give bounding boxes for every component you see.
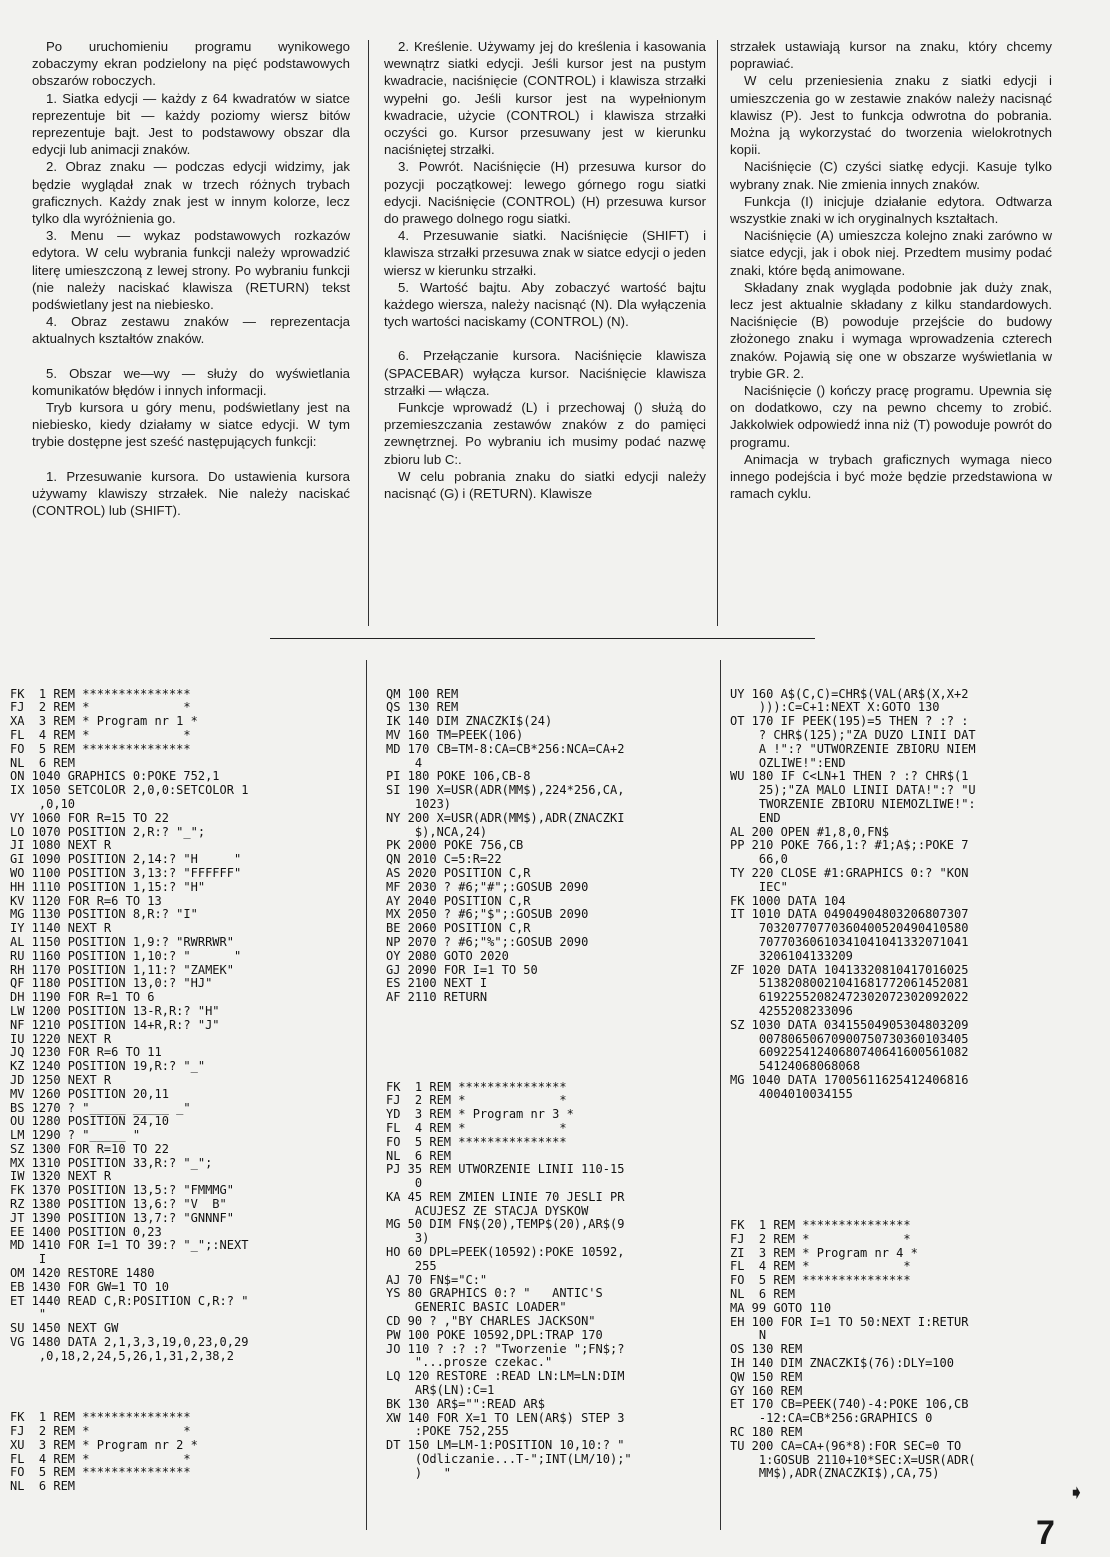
code-line: RU 1160 POSITION 1,10:? " " [10, 948, 242, 963]
code-line: IY 1140 NEXT R [10, 921, 112, 936]
listing-program-1 [10, 688, 248, 1364]
code-line: TWORZENIE ZBIORU NIEMOZLIWE!": [730, 796, 976, 811]
code-line: MX 1310 POSITION 33,R:? "_"; [10, 1155, 213, 1170]
paragraph: 1. Przesuwanie kursora. Do ustawienia kursora używamy klawiszy strzałek. Nie należy naciskać (CONTROL) lub (SHIFT). [32, 468, 350, 519]
code-line: NP 2070 ? #6;"%";:GOSUB 2090 [386, 934, 589, 949]
code-line: 70320770770360400520490410580 [730, 921, 969, 936]
code-line: QS 130 REM [386, 700, 459, 715]
code-line: GENERIC BASIC LOADER" [386, 1300, 567, 1315]
code-line: 3) [386, 1231, 430, 1246]
code-line: HO 60 DPL=PEEK(10592):POKE 10592, [386, 1245, 625, 1260]
paragraph: Funkcja (I) inicjuje działanie edytora. Odtwarza wszystkie znaki w ich oryginalnych kształtach. [730, 193, 1052, 227]
code-column-divider [720, 660, 721, 1530]
code-line: FK 1 REM *************** [730, 1218, 911, 1233]
code-line: NL 6 REM [10, 755, 76, 770]
code-line: "...prosze czekac." [386, 1355, 553, 1370]
code-line: FL 4 REM * * [730, 1259, 911, 1274]
code-line: ZI 3 REM * Program nr 4 * [730, 1245, 918, 1260]
listing-program-2-cont [386, 688, 632, 1005]
code-line: 66,0 [730, 852, 788, 867]
code-line: LO 1070 POSITION 2,R:? "_"; [10, 824, 206, 839]
code-line: 54124068068068 [730, 1059, 861, 1074]
code-line: BE 2060 POSITION C,R [386, 921, 531, 936]
code-line: MV 1260 POSITION 20,11 [10, 1086, 169, 1101]
code-line: OS 130 REM [730, 1342, 803, 1357]
code-line: NY 200 X=USR(ADR(MM$),ADR(ZNACZKI [386, 810, 625, 825]
code-line: 00780650670900750730360103405 [730, 1031, 969, 1046]
code-line: MA 99 GOTO 110 [730, 1300, 832, 1315]
code-line: OU 1280 POSITION 24,10 [10, 1114, 169, 1129]
code-line: 51382080021041681772061452081 [730, 976, 969, 991]
paragraph: 3. Powrót. Naciśnięcie (H) przesuwa kursor do pozycji początkowej: lewego górnego rogu siatki edycji. Naciśnięcie (CONTROL) (H) przesuwa kursor do prawego dolnego rogu siatki. [384, 159, 706, 227]
code-line: BS 1270 ? "_____ _____ _" [10, 1100, 191, 1115]
code-line: $),NCA,24) [386, 824, 488, 839]
code-line: BK 130 AR$="":READ AR$ [386, 1396, 545, 1411]
code-line: 60922541240680740641600561082 [730, 1045, 969, 1060]
code-line: SZ 1030 DATA 03415504905304803209 [730, 1017, 969, 1032]
code-line: 3206104133209 [730, 948, 853, 963]
code-line: -12:CA=CB*256:GRAPHICS 0 [730, 1411, 933, 1426]
code-line: 4004010034155 [730, 1086, 853, 1101]
code-line: SU 1450 NEXT GW [10, 1321, 119, 1336]
paragraph: strzałek ustawiają kursor na znaku, który chcemy poprawiać. [730, 39, 1052, 72]
code-line: (Odliczanie...T-";INT(LM/10);" [386, 1452, 632, 1467]
code-line: END [730, 810, 781, 825]
code-line: AL 200 OPEN #1,8,0,FN$ [730, 824, 889, 839]
code-line: KV 1120 FOR R=6 TO 13 [10, 893, 162, 908]
code-line: PI 180 POKE 106,CB-8 [386, 769, 531, 784]
code-line: EE 1400 POSITION 0,23 [10, 1224, 162, 1239]
code-line: MM$),ADR(ZNACZKI$),CA,75) [730, 1466, 940, 1481]
code-line: CD 90 ? ,"BY CHARLES JACKSON" [386, 1314, 596, 1329]
listing-program-2-start [10, 1411, 248, 1494]
code-line: " [10, 1307, 47, 1322]
listing-program-3-start [386, 1081, 632, 1481]
code-line: FO 5 REM *************** [730, 1273, 911, 1288]
paragraph: Animacja w trybach graficznych wymaga nieco innego podejścia i być może będzie przedstawiona w ramach cyklu. [730, 451, 1052, 502]
code-line: AY 2040 POSITION C,R [386, 893, 531, 908]
paragraph: 1. Siatka edycji — każdy z 64 kwadratów w siatce reprezentuje bit — każdy poziomy wiersz bitów reprezentuje bajt. Jest to podstawowy obszar dla edycji lub animacji znaków. [32, 90, 350, 158]
code-line: RH 1170 POSITION 1,11:? "ZAMEK" [10, 962, 234, 977]
code-line: FL 4 REM * * [10, 1451, 191, 1466]
code-line: 25);"ZA MALO LINII DATA!":? "U [730, 783, 976, 798]
code-line: MD 1410 FOR I=1 TO 39:? "_";:NEXT [10, 1238, 249, 1253]
code-line: OT 170 IF PEEK(195)=5 THEN ? :? : [730, 714, 969, 729]
code-line: :POKE 752,255 [386, 1424, 509, 1439]
code-column-3 [730, 660, 976, 1495]
code-line: MX 2050 ? #6;"$";:GOSUB 2090 [386, 907, 589, 922]
paragraph: W celu pobrania znaku do siatki edycji należy nacisnąć (G) i (RETURN). Klawisze [384, 468, 706, 502]
code-line: ,0,18,2,24,5,26,1,31,2,38,2 [10, 1348, 234, 1363]
column-divider [368, 40, 369, 626]
code-column-1 [10, 660, 248, 1508]
code-column-2 [386, 660, 632, 1494]
code-line: FK 1 REM *************** [10, 1410, 191, 1425]
code-line: FK 1 REM *************** [386, 1079, 567, 1094]
code-line: AL 1150 POSITION 1,9:? "RWRRWR" [10, 934, 234, 949]
code-line: EB 1430 FOR GW=1 TO 10 [10, 1279, 169, 1294]
code-line: IX 1050 SETCOLOR 2,0,0:SETCOLOR 1 [10, 783, 249, 798]
code-line: DT 150 LM=LM-1:POSITION 10,10:? " [386, 1438, 625, 1453]
code-line: FO 5 REM *************** [386, 1134, 567, 1149]
code-line: FL 4 REM * * [10, 727, 191, 742]
code-line: NL 6 REM [730, 1287, 796, 1302]
code-line: OZLIWE!":END [730, 755, 846, 770]
paragraph: W celu przeniesienia znaku z siatki edycji i umieszczenia go w zestawie znaków należy nacisnąć klawisz (P). Jest to funkcja odwrotna do pobrania. Można ją wykorzystać do tworzenia wielokrotnych kopii. [730, 73, 1052, 158]
code-line: ? CHR$(125);"ZA DUZO LINII DAT [730, 727, 976, 742]
code-line: OM 1420 RESTORE 1480 [10, 1266, 155, 1281]
code-line: ET 170 CB=PEEK(740)-4:POKE 106,CB [730, 1397, 969, 1412]
code-line: ACUJESZ ZE STACJA DYSKOW [386, 1203, 589, 1218]
code-line: ET 1440 READ C,R:POSITION C,R:? " [10, 1293, 249, 1308]
paragraph: Naciśnięcie () kończy pracę programu. Upewnia się on dodatkowo, czy na pewno chcemy to zrobić. Jakkolwiek odpowiedź inna niż (T) powoduje powrót do programu. [730, 383, 1052, 450]
code-line: QM 100 REM [386, 686, 459, 701]
code-line: FJ 2 REM * * [10, 700, 191, 715]
code-line: MD 170 CB=TM-8:CA=CB*256:NCA=CA+2 [386, 741, 625, 756]
code-line: AJ 70 FN$="C:" [386, 1272, 488, 1287]
code-line: LQ 120 RESTORE :READ LN:LM=LN:DIM [386, 1369, 625, 1384]
code-line: MV 160 TM=PEEK(106) [386, 727, 524, 742]
article-column-1 [32, 38, 350, 519]
code-line: ES 2100 NEXT I [386, 976, 488, 991]
code-line: QF 1180 POSITION 13,0:? "HJ" [10, 976, 213, 991]
code-line: MG 1040 DATA 17005611625412406816 [730, 1072, 969, 1087]
code-line: FK 1370 POSITION 13,5:? "FMMMG" [10, 1183, 234, 1198]
paragraph: 2. Obraz znaku — podczas edycji widzimy, jak będzie wyglądał znak w trzech różnych trybach graficznych. Każdy znak jest w innym kolorze, lecz tylko dla wyróżnienia go. [32, 159, 350, 227]
code-line: JQ 1230 FOR R=6 TO 11 [10, 1045, 162, 1060]
code-line: FJ 2 REM * * [730, 1231, 911, 1246]
code-line: MG 1130 POSITION 8,R:? "I" [10, 907, 198, 922]
code-line: AS 2020 POSITION C,R [386, 865, 531, 880]
code-line: 255 [386, 1258, 437, 1273]
code-line: PW 100 POKE 10592,DPL:TRAP 170 [386, 1327, 603, 1342]
code-line: LW 1200 POSITION 13-R,R:? "H" [10, 1003, 220, 1018]
code-line: JI 1080 NEXT R [10, 838, 112, 853]
code-line: 61922552082472302072302092022 [730, 990, 969, 1005]
code-line: I [10, 1252, 47, 1267]
code-line: QN 2010 C=5:R=22 [386, 852, 502, 867]
code-line: AF 2110 RETURN [386, 990, 488, 1005]
column-divider [717, 40, 718, 626]
code-line: IW 1320 NEXT R [10, 1169, 112, 1184]
code-line: PJ 35 REM UTWORZENIE LINII 110-15 [386, 1162, 625, 1177]
code-line: KZ 1240 POSITION 19,R:? "_" [10, 1059, 206, 1074]
code-line: IT 1010 DATA 04904904803206807307 [730, 907, 969, 922]
code-line: VG 1480 DATA 2,1,3,3,19,0,23,0,29 [10, 1335, 249, 1350]
code-line: ) " [386, 1465, 452, 1480]
paragraph: 5. Obszar we—wy — służy do wyświetlania komunikatów błędów i innych informacji. [32, 365, 350, 398]
code-line: AR$(LN):C=1 [386, 1383, 495, 1398]
code-line: GJ 2090 FOR I=1 TO 50 [386, 962, 538, 977]
code-line: 1023) [386, 796, 452, 811]
page-number: 7 [1036, 1514, 1055, 1552]
code-line: PP 210 POKE 766,1:? #1;A$;:POKE 7 [730, 838, 969, 853]
code-line: FJ 2 REM * * [386, 1093, 567, 1108]
code-line: WO 1100 POSITION 3,13:? "FFFFFF" [10, 865, 242, 880]
paragraph: 4. Obraz zestawu znaków — reprezentacja aktualnych kształtów znaków. [32, 314, 350, 347]
code-line: ))):C=C+1:NEXT X:GOTO 130 [730, 700, 940, 715]
listing-program-3-cont [730, 688, 976, 1102]
code-line: EH 100 FOR I=1 TO 50:NEXT I:RETUR [730, 1314, 969, 1329]
code-line: PK 2000 POKE 756,CB [386, 838, 524, 853]
code-line: SZ 1300 FOR R=10 TO 22 [10, 1141, 169, 1156]
paragraph: 5. Wartość bajtu. Aby zobaczyć wartość bajtu każdego wiersza, należy nacisnąć (N). Dla wyłączenia tych wartości naciskamy (CONTROL) (N). [384, 279, 706, 330]
continue-arrow-icon: ➧ [1068, 1482, 1085, 1504]
code-line: XU 3 REM * Program nr 2 * [10, 1437, 198, 1452]
code-line: RZ 1380 POSITION 13,6:? "V B" [10, 1197, 227, 1212]
listing-program-4 [730, 1219, 976, 1481]
paragraph: Po uruchomieniu programu wynikowego zobaczymy ekran podzielony na pięć podstawowych obszarów roboczych. [32, 39, 350, 89]
code-line: JO 110 ? :? :? "Tworzenie ";FN$;? [386, 1341, 625, 1356]
code-line: FO 5 REM *************** [10, 1465, 191, 1480]
paragraph: Naciśnięcie (C) czyści siatkę edycji. Kasuje tylko wybrany znak. Nie zmienia innych znaków. [730, 159, 1052, 192]
code-line: ZF 1020 DATA 10413320810417016025 [730, 962, 969, 977]
code-line: HH 1110 POSITION 1,15:? "H" [10, 879, 206, 894]
paragraph: Składany znak wygląda podobnie jak duży znak, lecz jest aktualnie składany z kilku standardowych. Naciśnięcie (B) powoduje przejście do budowy złożonego znaku i wymaga wprowadzenia czterech znaków. Pojawią się one w obszarze wyświetlania w trybie GR. 2. [730, 279, 1052, 381]
article-column-3 [730, 38, 1052, 502]
code-line: ON 1040 GRAPHICS 0:POKE 752,1 [10, 769, 220, 784]
code-line: IEC" [730, 879, 788, 894]
code-line: YS 80 GRAPHICS 0:? " ANTIC'S [386, 1286, 603, 1301]
code-line: 4255208233096 [730, 1003, 853, 1018]
paragraph: Naciśnięcie (A) umieszcza kolejno znaki zarówno w siatce edycji, jak i obok niej. Przedtem musimy podać znaki, które będą animowane. [730, 228, 1052, 278]
code-line: IK 140 DIM ZNACZKI$(24) [386, 714, 553, 729]
paragraph: Tryb kursora u góry menu, podświetlany jest na niebiesko, kiedy działamy w siatce edycji. W tym trybie dostępne jest sześć następujących funkcji: [32, 400, 350, 450]
code-line: OY 2080 GOTO 2020 [386, 948, 509, 963]
code-line: SI 190 X=USR(ADR(MM$),224*256,CA, [386, 783, 625, 798]
code-line: UY 160 A$(C,C)=CHR$(VAL(AR$(X,X+2 [730, 686, 969, 701]
section-divider [270, 638, 815, 639]
code-line: IU 1220 NEXT R [10, 1031, 112, 1046]
code-line: DH 1190 FOR R=1 TO 6 [10, 990, 155, 1005]
code-line: XW 140 FOR X=1 TO LEN(AR$) STEP 3 [386, 1410, 625, 1425]
article-column-2 [384, 38, 706, 502]
paragraph: 4. Przesuwanie siatki. Naciśnięcie (SHIFT) i klawisza strzałki przesuwa znak w siatce edycji o jeden wiersz w kierunku strzałki. [384, 228, 706, 278]
code-line: FL 4 REM * * [386, 1120, 567, 1135]
code-line: JT 1390 POSITION 13,7:? "GNNNF" [10, 1210, 234, 1225]
code-line: MG 50 DIM FN$(20),TEMP$(20),AR$(9 [386, 1217, 625, 1232]
code-line: FO 5 REM *************** [10, 741, 191, 756]
code-line: N [730, 1328, 767, 1343]
code-line: 4 [386, 755, 423, 770]
code-line: FJ 2 REM * * [10, 1424, 191, 1439]
code-line: TU 200 CA=CA+(96*8):FOR SEC=0 TO [730, 1438, 962, 1453]
code-line: RC 180 REM [730, 1425, 803, 1440]
code-line: WU 180 IF C<LN+1 THEN ? :? CHR$(1 [730, 769, 969, 784]
code-line: FK 1 REM *************** [10, 686, 191, 701]
code-line: KA 45 REM ZMIEN LINIE 70 JESLI PR [386, 1189, 625, 1204]
code-line: NF 1210 POSITION 14+R,R:? "J" [10, 1017, 220, 1032]
paragraph: 3. Menu — wykaz podstawowych rozkazów edytora. W celu wybrania funkcji należy wprowadzić literę umieszczoną z lewej strony. Po wybraniu funkcji (nie należy naciskać klawisza (RETURN) tekst podświetlany jest na niebiesko. [32, 228, 350, 313]
code-line: GY 160 REM [730, 1383, 803, 1398]
code-line: 0 [386, 1176, 423, 1191]
code-line: FK 1000 DATA 104 [730, 893, 846, 908]
paragraph: 2. Kreślenie. Używamy jej do kreślenia i kasowania wewnątrz siatki edycji. Jeśli kursor jest na pustym kwadracie, naciśnięcie (CONTROL) i klawisza strzałki wypełni go. Jeśli kursor jest na wypełnionym kwadracie, użycie (CONTROL) i klawisza strzałki oczyści go. Kursor przesuwany jest w kierunku naciśniętej strzałki. [384, 39, 706, 158]
code-line: TY 220 CLOSE #1:GRAPHICS 0:? "KON [730, 865, 969, 880]
paragraph: Funkcje wprowadź (L) i przechowaj () służą do przemieszczania zestawów znaków z do pamięci zewnętrznej. Po wybraniu ich musimy podać nazwę zbioru lub C:. [384, 400, 706, 467]
code-line: NL 6 REM [10, 1479, 76, 1494]
paragraph: 6. Przełączanie kursora. Naciśnięcie klawisza (SPACEBAR) wyłącza kursor. Naciśnięcie klawisza strzałki — włącza. [384, 348, 706, 398]
code-line: ,0,10 [10, 796, 76, 811]
code-line: GI 1090 POSITION 2,14:? "H " [10, 852, 242, 867]
code-line: VY 1060 FOR R=15 TO 22 [10, 810, 169, 825]
code-column-divider [366, 660, 367, 1530]
code-line: 70770360610341041041332071041 [730, 934, 969, 949]
code-line: 1:GOSUB 2110+10*SEC:X=USR(ADR( [730, 1452, 976, 1467]
code-line: MF 2030 ? #6;"#";:GOSUB 2090 [386, 879, 589, 894]
code-line: XA 3 REM * Program nr 1 * [10, 714, 198, 729]
code-line: A !":? "UTWORZENIE ZBIORU NIEM [730, 741, 976, 756]
code-line: NL 6 REM [386, 1148, 452, 1163]
code-line: YD 3 REM * Program nr 3 * [386, 1107, 574, 1122]
code-line: JD 1250 NEXT R [10, 1072, 112, 1087]
code-line: QW 150 REM [730, 1369, 803, 1384]
code-line: IH 140 DIM ZNACZKI$(76):DLY=100 [730, 1356, 954, 1371]
code-line: LM 1290 ? "_____ " [10, 1128, 141, 1143]
